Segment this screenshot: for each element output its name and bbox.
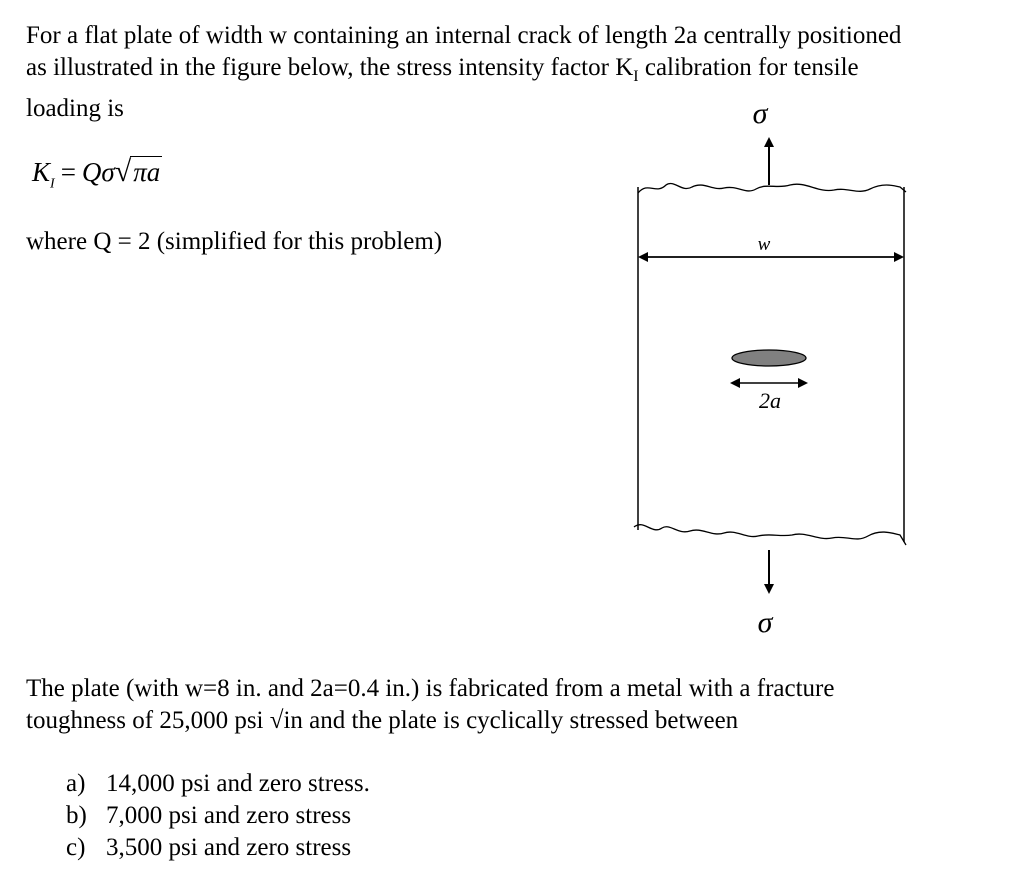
option-b-text: 7,000 psi and zero stress [106,802,352,829]
option-a-label: a) [66,770,86,797]
cracked-plate-figure [600,95,930,645]
where-statement: where Q = 2 (simplified for this problem) [26,228,443,255]
stress-options-list [66,768,370,864]
formula-k-subscript: I [50,176,55,192]
plate-text-line-2: toughness of 25,000 psi √in and the plate is cyclically stressed between [26,707,739,734]
intro-line-1: For a flat plate of width w containing an internal crack of length 2a centrally positioned [26,22,902,49]
formula-radicand: πa [130,156,162,187]
crack-ellipse [732,350,806,366]
k-subscript: I [633,68,639,85]
list-item [66,800,370,832]
stress-intensity-formula [32,155,162,192]
option-b-label: b) [66,802,87,829]
plate-description [26,673,834,737]
formula-k: K [32,157,51,187]
list-item [66,768,370,800]
intro-line-2-start: as illustrated in the figure below, the stress intensity factor K [26,54,634,81]
intro-line-2-end: calibration for tensile [638,54,859,81]
formula-equals: = [60,157,76,187]
option-a-text: 14,000 psi and zero stress. [106,770,370,797]
list-item [66,832,370,864]
intro-line-2 [26,52,1016,93]
plate-text-line-1: The plate (with w=8 in. and 2a=0.4 in.) is fabricated from a metal with a fracture [26,675,835,702]
option-c-text: 3,500 psi and zero stress [106,834,352,861]
bottom-break-line [634,525,906,545]
formula-q-sigma: Qσ [81,157,115,187]
width-label: w [757,234,771,255]
top-break-line [638,183,906,193]
crack-length-label: 2a [759,388,781,413]
option-c-label: c) [66,834,86,861]
sqrt-icon: √ [114,155,132,188]
sigma-top-label: σ [752,97,768,130]
intro-line-3: loading is [26,95,124,122]
sigma-bottom-label: σ [757,606,773,639]
